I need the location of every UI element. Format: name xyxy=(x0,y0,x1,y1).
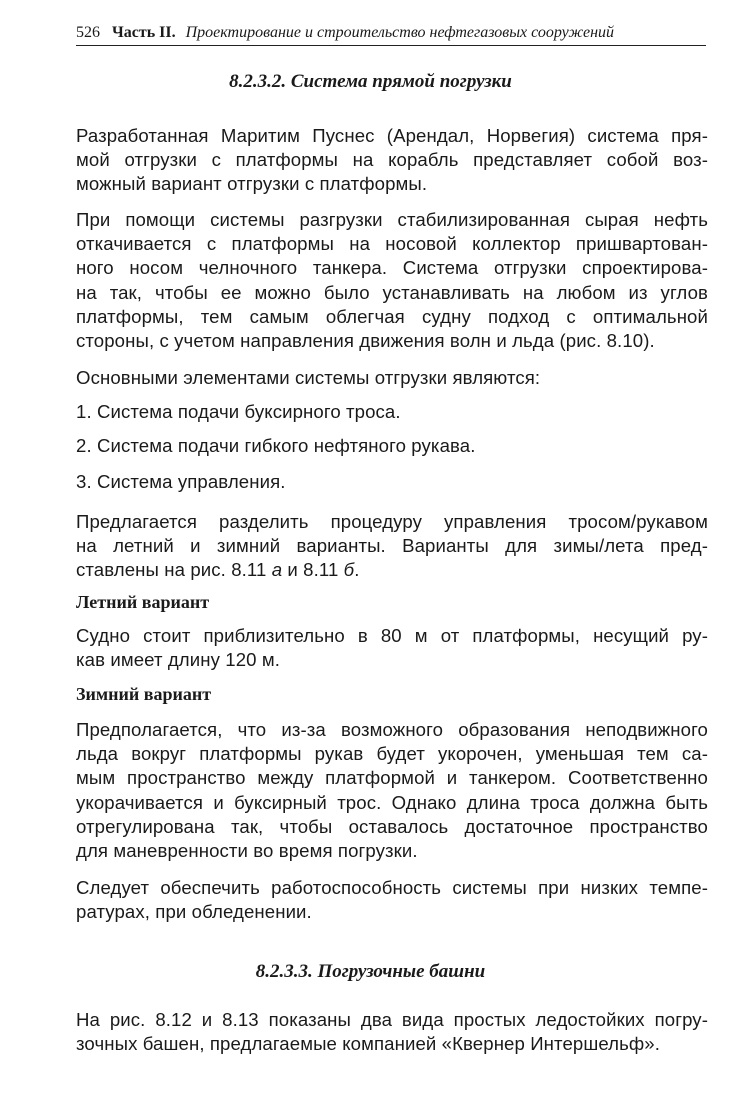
paragraph-variants xyxy=(76,510,708,583)
text-line: На рис. 8.12 и 8.13 показаны два вида простых ледостойких погру- xyxy=(76,1009,708,1030)
paragraph-intro xyxy=(76,124,708,197)
text-line: можный вариант отгрузки с платформы. xyxy=(76,173,428,195)
paragraph-winter xyxy=(76,718,708,863)
paragraph-loading-towers xyxy=(76,1008,708,1056)
text-line: ного носом челночного танкера. Система отгрузки спроектирова- xyxy=(76,257,708,279)
text-line: При помощи системы разгрузки стабилизированная сырая нефть xyxy=(76,209,708,230)
text-line: Разработанная Маритим Пуснес (Арендал, Норвегия) система пря- xyxy=(76,125,708,146)
text-line: для маневренности во время погрузки. xyxy=(76,840,418,862)
page-number: 526 xyxy=(76,24,100,41)
text-line: на летний и зимний варианты. Варианты для зимы/лета пред- xyxy=(76,535,708,557)
text-line: укорачивается и буксирный трос. Однако длина троса должна быть xyxy=(76,791,708,813)
paragraph-elements-intro xyxy=(76,366,708,390)
text-line: отрегулирована так, чтобы оставалось достаточное пространство xyxy=(76,815,708,837)
text-line: откачивается с платформы на носовой коллектор пришвартован- xyxy=(76,233,708,255)
text-line: стороны, с учетом направления движения волн и льда (рис. 8.10). xyxy=(76,330,655,352)
paragraph-low-temperature xyxy=(76,876,708,924)
part-label: Часть II. xyxy=(112,24,176,41)
paragraph-unloading-system xyxy=(76,208,708,353)
text-line: ставлены на рис. 8.11 а и 8.11 б. xyxy=(76,559,360,581)
text-line: Предлагается разделить процедуру управления тросом/рукавом xyxy=(76,511,708,532)
section-heading-8-2-3-3: 8.2.3.3. Погрузочные башни xyxy=(255,961,486,982)
text-line: мым пространство между платформой и танкером. Соответственно xyxy=(76,767,708,789)
text-line: 2. Система подачи гибкого нефтяного рукава. xyxy=(76,435,476,456)
text-line: 3. Система управления. xyxy=(76,471,286,492)
text-line: Судно стоит приблизительно в 80 м от платформы, несущий ру- xyxy=(76,625,708,646)
text-line: ратурах, при обледенении. xyxy=(76,901,312,923)
list-item-2 xyxy=(76,434,708,458)
text-line: на так, чтобы ее можно было устанавливать на любом из углов xyxy=(76,281,708,303)
section-heading-8-2-3-2: 8.2.3.2. Система прямой погрузки xyxy=(229,71,512,92)
text-line: зочных башен, предлагаемые компанией «Квернер Интершельф». xyxy=(76,1033,661,1055)
list-item-1 xyxy=(76,400,708,424)
text-line: кав имеет длину 120 м. xyxy=(76,649,280,671)
list-item-3 xyxy=(76,470,708,494)
subheading-winter: Зимний вариант xyxy=(76,684,212,704)
subheading-summer: Летний вариант xyxy=(76,592,210,612)
running-header xyxy=(76,22,706,46)
text-line: мой отгрузки с платформы на корабль представляет собой воз- xyxy=(76,149,708,171)
text-line: Основными элементами системы отгрузки являются: xyxy=(76,367,541,388)
text-line: 1. Система подачи буксирного троса. xyxy=(76,401,401,422)
text-line: Предполагается, что из-за возможного образования неподвижного xyxy=(76,719,708,740)
text-line: льда вокруг платформы рукав будет укорочен, уменьшая тем са- xyxy=(76,743,708,765)
part-title: Проектирование и строительство нефтегазовых сооружений xyxy=(185,24,615,41)
paragraph-summer xyxy=(76,624,708,672)
text-line: платформы, тем самым облегчая судну подход с оптимальной xyxy=(76,305,708,327)
text-line: Следует обеспечить работоспособность системы при низких темпе- xyxy=(76,877,708,898)
